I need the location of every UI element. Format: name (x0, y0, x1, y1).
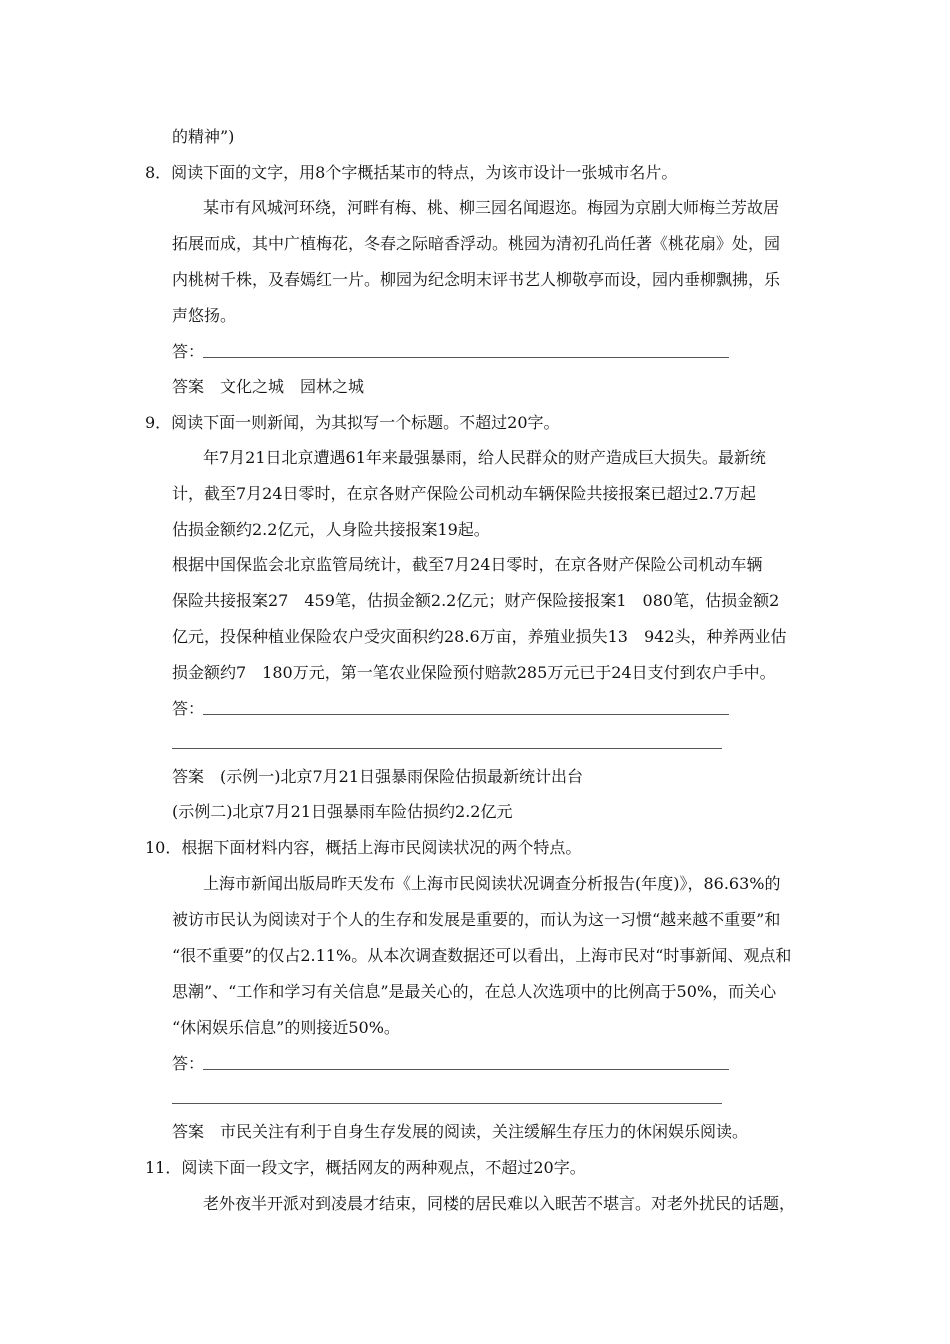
answer-blank-line (172, 748, 722, 749)
question-8-answer-label: 答： (172, 342, 205, 361)
question-9-passage-line: 计，截至7月24日零时，在京各财产保险公司机动车辆保险共接报案已超过2.7万起 (172, 484, 756, 503)
question-10-passage-line: 思潮”、“工作和学习有关信息”是最关心的，在总人次选项中的比例高于50%，而关心 (172, 982, 777, 1001)
answer-blank-line (172, 1103, 722, 1104)
question-8-passage-line: 某市有风城河环绕，河畔有梅、桃、柳三园名闻遐迩。梅园为京剧大师梅兰芳故居 (203, 198, 780, 217)
answer-blank-line (203, 714, 729, 715)
question-9-answer-key: 答案 (示例一)北京7月21日强暴雨保险估损最新统计出台 (172, 767, 584, 786)
answer-blank-line (203, 1069, 729, 1070)
question-10-prompt: 10．根据下面材料内容，概括上海市民阅读状况的两个特点。 (145, 838, 582, 857)
question-11-prompt: 11．阅读下面一段文字，概括网友的两种观点，不超过20字。 (145, 1158, 586, 1177)
question-9-passage-line: 年7月21日北京遭遇61年来最强暴雨，给人民群众的财产造成巨大损失。最新统 (203, 448, 766, 467)
question-9-passage-line: 根据中国保监会北京监管局统计，截至7月24日零时，在京各财产保险公司机动车辆 (172, 555, 763, 574)
question-8-passage-line: 内桃树千株，及春嫣红一片。柳园为纪念明末评书艺人柳敬亭而设，园内垂柳飘拂，乐 (172, 270, 781, 289)
question-8-answer-key: 答案 文化之城 园林之城 (172, 377, 365, 396)
question-10-passage-line: “很不重要”的仅占2.11%。从本次调查数据还可以看出，上海市民对“时事新闻、观点和 (172, 946, 792, 965)
question-10-passage-line: 被访市民认为阅读对于个人的生存和发展是重要的，而认为这一习惯“越来越不重要”和 (172, 910, 781, 929)
question-8-passage-line: 拓展而成，其中广植梅花，冬春之际暗香浮动。桃园为清初孔尚任著《桃花扇》处，园 (172, 234, 781, 253)
question-9-prompt: 9．阅读下面一则新闻，为其拟写一个标题。不超过20字。 (145, 413, 560, 432)
question-10-answer-label: 答： (172, 1054, 205, 1073)
question-9-answer-key: (示例二)北京7月21日强暴雨车险估损约2.2亿元 (172, 802, 513, 821)
question-8-passage-line: 声悠扬。 (172, 306, 237, 325)
question-9-passage-line: 亿元，投保种植业保险农户受灾面积约28.6万亩，养殖业损失13 942头，种养两业估 (172, 627, 787, 646)
answer-blank-line (203, 357, 729, 358)
question-10-passage-line: “休闲娱乐信息”的则接近50%。 (172, 1018, 400, 1037)
question-10-answer-key: 答案 市民关注有利于自身生存发展的阅读，关注缓解生存压力的休闲娱乐阅读。 (172, 1122, 749, 1141)
question-9-answer-label: 答： (172, 699, 205, 718)
question-9-passage-line: 保险共接报案27 459笔，估损金额2.2亿元；财产保险接报案1 080笔，估损金额2 (172, 591, 780, 610)
question-11-passage-line: 老外夜半开派对到凌晨才结束，同楼的居民难以入眠苦不堪言。对老外扰民的话题， (203, 1194, 796, 1213)
question-9-passage-line: 损金额约7 180万元，第一笔农业保险预付赔款285万元已于24日支付到农户手中。 (172, 663, 776, 682)
question-8-prompt: 8．阅读下面的文字，用8个字概括某市的特点，为该市设计一张城市名片。 (145, 163, 678, 182)
question-10-passage-line: 上海市新闻出版局昨天发布《上海市民阅读状况调查分析报告(年度)》，86.63%的 (203, 874, 781, 893)
continuation-text: 的精神”) (172, 127, 235, 146)
question-9-passage-line: 估损金额约2.2亿元，人身险共接报案19起。 (172, 520, 490, 539)
